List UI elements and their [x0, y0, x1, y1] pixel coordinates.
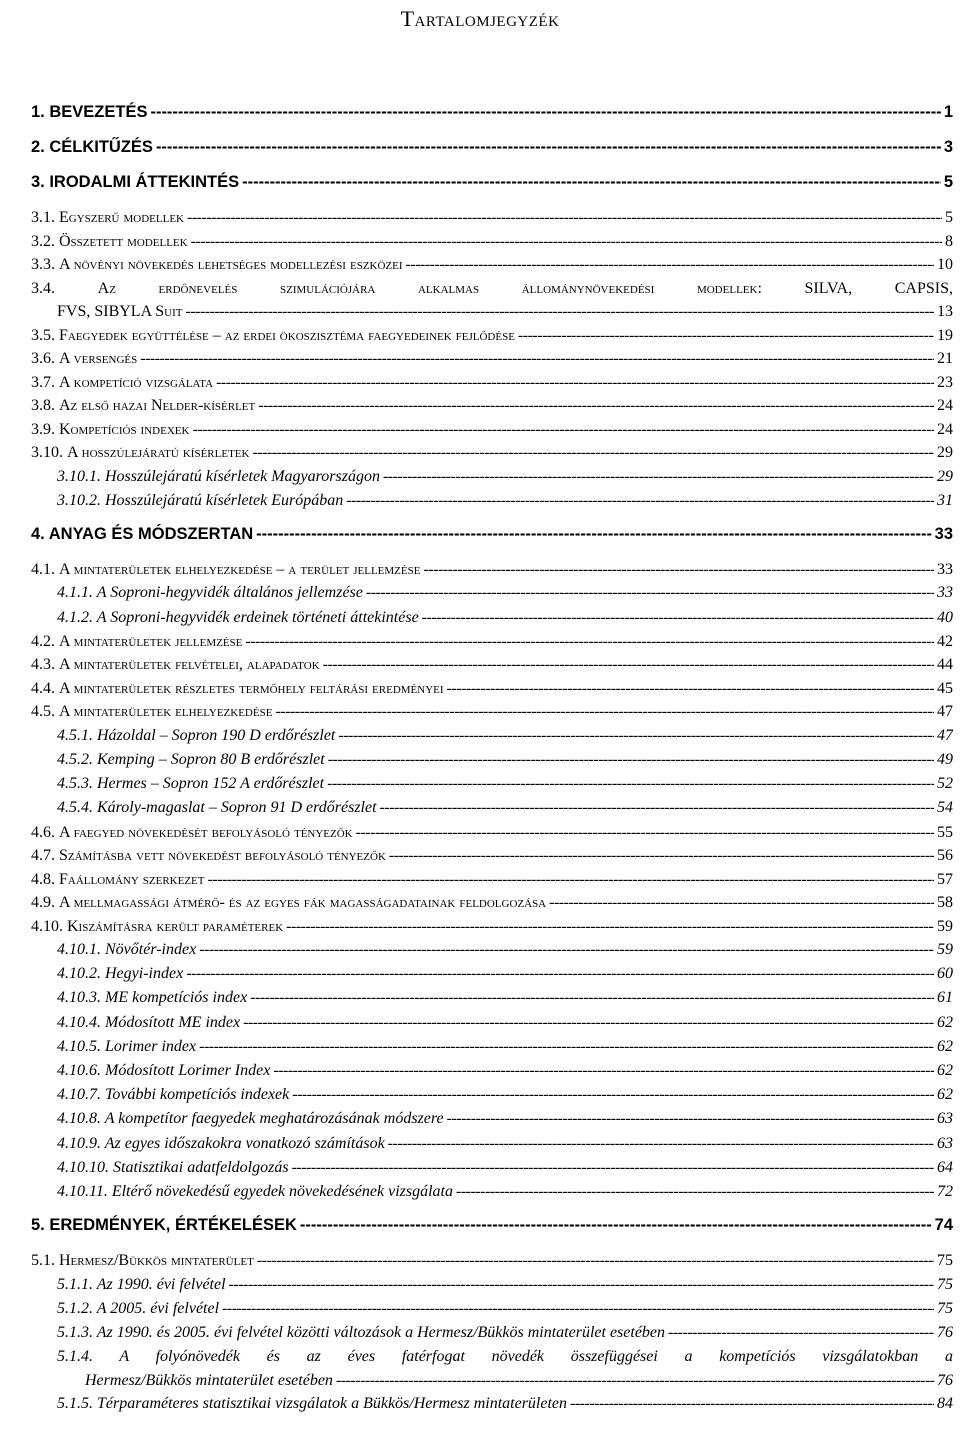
toc-entry-label: 4.4. A mintaterületek részletes termőhely feltárási eredményei — [31, 679, 444, 697]
toc-entry[interactable] — [31, 821, 953, 845]
leader-dashes — [242, 169, 941, 196]
toc-entry-label: 4.10.9. Az egyes időszakokra vonatkozó számítások — [57, 1134, 385, 1152]
toc-entry-page: 62 — [937, 1061, 953, 1079]
leader-dashes — [191, 230, 942, 254]
toc-entry-page: 56 — [937, 847, 953, 864]
leader-dashes — [273, 1059, 934, 1083]
toc-entry[interactable] — [31, 772, 953, 796]
toc-entry[interactable] — [31, 748, 953, 772]
toc-entry-page: 57 — [937, 870, 953, 888]
toc-entry-label: 2. CÉLKITŰZÉS — [31, 138, 153, 156]
toc-entry[interactable] — [31, 1297, 953, 1321]
toc-entry-label: 5.1.2. A 2005. évi felvétel — [57, 1299, 220, 1317]
toc-entry-label: 3.7. A kompetíció vizsgálata — [31, 373, 214, 391]
toc-entry-label: 4.1.1. A Soproni-hegyvidék általános jellemzése — [57, 584, 363, 602]
toc-entry[interactable] — [31, 1011, 953, 1035]
toc-entry-label: 5.1.1. Az 1990. évi felvétel — [57, 1275, 226, 1293]
toc-entry-label: 4.10.3. ME kompetíciós index — [57, 989, 248, 1007]
toc-entry-label: 3.5. Faegyedek együttélése – az erdei ökoszisztéma faegyedeinek fejlődése — [31, 326, 515, 344]
table-of-contents — [31, 99, 953, 1416]
leader-dashes — [199, 938, 934, 962]
toc-entry-page: 63 — [937, 1110, 953, 1128]
toc-entry-label: 4.2. A mintaterületek jellemzése — [31, 632, 243, 650]
leader-dashes — [346, 489, 934, 513]
leader-dashes — [199, 1035, 934, 1059]
toc-entry-page: 21 — [937, 350, 953, 367]
leader-dashes — [275, 700, 934, 724]
leader-dashes — [150, 99, 940, 126]
leader-dashes — [456, 1180, 934, 1204]
leader-dashes — [366, 581, 934, 605]
leader-dashes — [186, 962, 934, 986]
toc-entry-label: 4.7. Számításba vett növekedést befolyásoló tényezők — [31, 847, 386, 864]
toc-entry[interactable] — [31, 653, 953, 677]
toc-entry[interactable] — [31, 521, 953, 548]
toc-entry-page: 54 — [937, 799, 953, 817]
toc-entry[interactable] — [31, 986, 953, 1010]
toc-entry-page: 72 — [937, 1182, 953, 1200]
toc-entry[interactable] — [31, 206, 953, 230]
toc-entry-label: FVS, SIBYLA Suit — [57, 303, 183, 320]
toc-entry-page: 55 — [937, 823, 953, 841]
toc-entry-page: 84 — [937, 1395, 953, 1413]
toc-entry-page: 59 — [937, 917, 953, 935]
toc-entry-page: 23 — [937, 373, 953, 391]
leader-dashes — [423, 558, 934, 582]
toc-entry-page: 31 — [937, 491, 953, 509]
toc-entry-page: 74 — [934, 1216, 953, 1235]
toc-entry-label: 3.8. Az első hazai Nelder-kísérlet — [31, 397, 256, 414]
toc-entry-page: 33 — [937, 584, 953, 602]
toc-entry-label: 4. ANYAG ÉS MÓDSZERTAN — [31, 524, 254, 543]
toc-entry-page: 52 — [937, 775, 953, 793]
toc-entry-label: 4.5.4. Károly-magaslat – Sopron 91 D erdőrészlet — [57, 799, 377, 817]
toc-entry[interactable] — [31, 277, 953, 301]
leader-dashes — [140, 347, 934, 371]
toc-entry-label: 4.10.8. A kompetítor faegyedek meghatározásának módszere — [57, 1110, 444, 1128]
toc-entry-page: 49 — [937, 750, 953, 768]
toc-entry[interactable] — [31, 324, 953, 348]
toc-entry-page: 75 — [937, 1252, 953, 1270]
toc-entry-label: 3.10.2. Hosszúlejáratú kísérletek Európában — [57, 491, 344, 509]
leader-dashes — [383, 465, 934, 489]
leader-dashes — [256, 521, 931, 548]
toc-entry-label: 4.8. Faállomány szerkezet — [31, 870, 205, 888]
page-title — [0, 6, 960, 32]
toc-entry-page: 62 — [937, 1086, 953, 1104]
toc-entry-page: 19 — [937, 326, 953, 344]
leader-dashes — [447, 1107, 934, 1131]
toc-entry-page: 5 — [943, 173, 953, 191]
toc-entry-page: 8 — [945, 232, 953, 250]
toc-entry-page: 76 — [937, 1371, 953, 1389]
toc-entry-label: 5. EREDMÉNYEK, ÉRTÉKELÉSEK — [31, 1216, 297, 1235]
leader-dashes — [549, 891, 934, 915]
leader-dashes — [252, 441, 934, 465]
toc-entry-page: 59 — [937, 941, 953, 958]
toc-entry[interactable] — [31, 868, 953, 892]
toc-entry[interactable] — [31, 1132, 953, 1156]
toc-entry[interactable] — [31, 347, 953, 371]
leader-dashes — [257, 1249, 934, 1273]
leader-dashes — [243, 1011, 934, 1035]
toc-entry[interactable] — [31, 465, 953, 489]
toc-entry-label: 4.5.2. Kemping – Sopron 80 B erdőrészlet — [57, 750, 325, 768]
toc-entry-page: 5 — [945, 209, 953, 226]
leader-dashes — [336, 1369, 934, 1393]
leader-dashes — [328, 748, 934, 772]
toc-entry-label: Hermesz/Bükkös mintaterület esetében — [85, 1371, 333, 1389]
leader-dashes — [250, 986, 934, 1010]
toc-entry[interactable] — [31, 1369, 953, 1393]
toc-entry-page: 42 — [937, 632, 953, 650]
toc-entry-label: 4.10.4. Módosított ME index — [57, 1013, 241, 1031]
toc-entry[interactable] — [31, 1249, 953, 1273]
toc-entry[interactable] — [31, 394, 953, 418]
toc-entry[interactable] — [31, 1059, 953, 1083]
toc-entry-label: 4.10.11. Eltérő növekedésű egyedek növekedésének vizsgálata — [57, 1182, 453, 1200]
toc-entry-page: 45 — [937, 679, 953, 697]
toc-entry[interactable] — [31, 630, 953, 654]
toc-entry[interactable] — [31, 1107, 953, 1131]
toc-entry[interactable] — [31, 1321, 953, 1345]
toc-entry[interactable] — [31, 99, 953, 126]
toc-entry-label: 5.1. Hermesz/Bükkös mintaterület — [31, 1252, 254, 1270]
leader-dashes — [216, 371, 934, 395]
leader-dashes — [229, 1273, 934, 1297]
toc-entry[interactable] — [31, 1273, 953, 1297]
leader-dashes — [380, 796, 934, 820]
toc-entry[interactable] — [31, 230, 953, 254]
toc-entry-label: 3.6. A versengés — [31, 350, 138, 367]
toc-entry-label: 5.1.3. Az 1990. és 2005. évi felvétel közötti változások a Hermesz/Bükkös mintaterület esetében — [57, 1323, 666, 1341]
toc-entry[interactable] — [31, 300, 953, 324]
toc-entry[interactable] — [31, 962, 953, 986]
toc-entry-page: 76 — [937, 1323, 953, 1341]
toc-entry[interactable] — [31, 441, 953, 465]
leader-dashes — [300, 1212, 932, 1239]
toc-entry[interactable] — [31, 1180, 953, 1204]
toc-entry[interactable] — [31, 606, 953, 630]
toc-entry[interactable] — [31, 1345, 953, 1369]
toc-entry-label: 4.9. A mellmagassági átmérő- és az egyes fák magasságadatainak feldolgozása — [31, 894, 547, 911]
toc-entry-label: 3.10. A hosszúlejáratú kísérletek — [31, 444, 250, 461]
toc-entry-label: 3. IRODALMI ÁTTEKINTÉS — [31, 173, 240, 191]
toc-entry-label: 3.4. Az erdőnevelés szimulációjára alkalmas állománynövekedési modellek: SILVA, CAPSIS, — [31, 279, 953, 297]
toc-entry-page: 40 — [937, 608, 953, 626]
leader-dashes — [422, 606, 934, 630]
leader-dashes — [406, 253, 934, 277]
toc-entry-page: 29 — [937, 444, 953, 461]
toc-entry-page: 64 — [937, 1158, 953, 1176]
toc-entry[interactable] — [31, 724, 953, 748]
toc-entry-label: 4.5.3. Hermes – Sopron 152 A erdőrészlet — [57, 775, 325, 793]
toc-entry-page: 1 — [943, 103, 953, 121]
leader-dashes — [258, 394, 934, 418]
toc-entry-page: 29 — [937, 467, 953, 485]
leader-dashes — [292, 1156, 934, 1180]
toc-entry-label: 4.5. A mintaterületek elhelyezkedése — [31, 703, 273, 721]
leader-dashes — [447, 677, 934, 701]
toc-entry-label: 4.5.1. Házoldal – Sopron 190 D erdőrészlet — [57, 726, 336, 744]
toc-entry-page: 62 — [937, 1013, 953, 1031]
leader-dashes — [668, 1321, 934, 1345]
toc-entry[interactable] — [31, 796, 953, 820]
toc-entry[interactable] — [31, 677, 953, 701]
toc-entry-page: 10 — [937, 256, 953, 273]
toc-entry[interactable] — [31, 1392, 953, 1416]
toc-entry-label: 4.1.2. A Soproni-hegyvidék erdeinek történeti áttekintése — [57, 608, 419, 626]
toc-entry-page: 33 — [934, 524, 953, 543]
toc-entry-page: 63 — [937, 1134, 953, 1152]
toc-entry-label: 3.2. Összetett modellek — [31, 232, 188, 250]
leader-dashes — [245, 630, 934, 654]
leader-dashes — [222, 1297, 934, 1321]
toc-entry-page: 47 — [937, 703, 953, 721]
toc-entry-page: 47 — [937, 726, 953, 744]
toc-entry[interactable] — [31, 700, 953, 724]
toc-entry[interactable] — [31, 134, 953, 161]
toc-entry-label: 3.3. A növényi növekedés lehetséges modellezési eszközei — [31, 256, 403, 273]
leader-dashes — [292, 1083, 934, 1107]
leader-dashes — [338, 724, 934, 748]
toc-entry-label: 4.3. A mintaterületek felvételei, alapadatok — [31, 656, 320, 674]
toc-entry-label: 4.10.1. Növőtér-index — [57, 941, 197, 958]
leader-dashes — [389, 844, 934, 868]
toc-entry[interactable] — [31, 489, 953, 513]
toc-entry[interactable] — [31, 253, 953, 277]
toc-entry-page: 61 — [937, 989, 953, 1007]
toc-entry[interactable] — [31, 1156, 953, 1180]
toc-entry-page: 24 — [937, 420, 953, 438]
toc-entry[interactable] — [31, 1083, 953, 1107]
toc-entry[interactable] — [31, 844, 953, 868]
toc-entry-label: 5.1.4. A folyónövedék és az éves fatérfogat növedék összefüggései a kompetíciós vizsgálatokban a — [57, 1348, 953, 1366]
toc-entry-label: 5.1.5. Térparaméteres statisztikai vizsgálatok a Bükkös/Hermesz mintaterületen — [57, 1395, 568, 1413]
toc-entry-page: 33 — [937, 560, 953, 578]
toc-entry[interactable] — [31, 938, 953, 962]
leader-dashes — [518, 324, 934, 348]
leader-dashes — [208, 868, 935, 892]
leader-dashes — [192, 418, 934, 442]
toc-entry-page: 62 — [937, 1037, 953, 1055]
toc-entry-label: 4.10.6. Módosított Lorimer Index — [57, 1061, 271, 1079]
toc-entry-page: 44 — [937, 656, 953, 674]
toc-entry-label: 4.10.5. Lorimer index — [57, 1037, 197, 1055]
toc-entry-label: 1. BEVEZETÉS — [31, 103, 148, 121]
toc-entry[interactable] — [31, 915, 953, 939]
leader-dashes — [286, 915, 934, 939]
toc-entry[interactable] — [31, 1212, 953, 1239]
toc-entry-page: 24 — [937, 397, 953, 414]
toc-entry-page: 13 — [937, 303, 953, 320]
toc-entry-page: 58 — [937, 894, 953, 911]
leader-dashes — [323, 653, 934, 677]
toc-entry-label: 4.1. A mintaterületek elhelyezkedése – a terület jellemzése — [31, 560, 421, 578]
leader-dashes — [388, 1132, 934, 1156]
toc-entry-label: 4.6. A faegyed növekedését befolyásoló tényezők — [31, 823, 353, 841]
page-title-text: Tartalomjegyzék — [400, 6, 560, 31]
toc-entry-label: 4.10. Kiszámításra került paraméterek — [31, 917, 284, 935]
leader-dashes — [156, 134, 941, 161]
toc-entry-page: 75 — [937, 1275, 953, 1293]
toc-entry[interactable] — [31, 371, 953, 395]
toc-entry[interactable] — [31, 581, 953, 605]
toc-entry-label: 4.10.10. Statisztikai adatfeldolgozás — [57, 1158, 289, 1176]
leader-dashes — [327, 772, 934, 796]
toc-entry-label: 3.10.1. Hosszúlejáratú kísérletek Magyarországon — [57, 467, 380, 485]
toc-entry[interactable] — [31, 1035, 953, 1059]
leader-dashes — [185, 300, 934, 324]
toc-entry-label: 4.10.2. Hegyi-index — [57, 965, 184, 983]
toc-entry-page: 75 — [937, 1299, 953, 1317]
toc-entry[interactable] — [31, 558, 953, 582]
leader-dashes — [570, 1392, 934, 1416]
toc-entry[interactable] — [31, 169, 953, 196]
toc-entry[interactable] — [31, 418, 953, 442]
toc-entry-page: 60 — [937, 965, 953, 983]
leader-dashes — [356, 821, 934, 845]
toc-entry-label: 4.10.7. További kompetíciós indexek — [57, 1086, 290, 1104]
leader-dashes — [187, 206, 942, 230]
toc-entry-label: 3.9. Kompetíciós indexek — [31, 420, 190, 438]
toc-entry[interactable] — [31, 891, 953, 915]
toc-entry-label: 3.1. Egyszerű modellek — [31, 209, 184, 226]
toc-entry-page: 3 — [943, 138, 953, 156]
